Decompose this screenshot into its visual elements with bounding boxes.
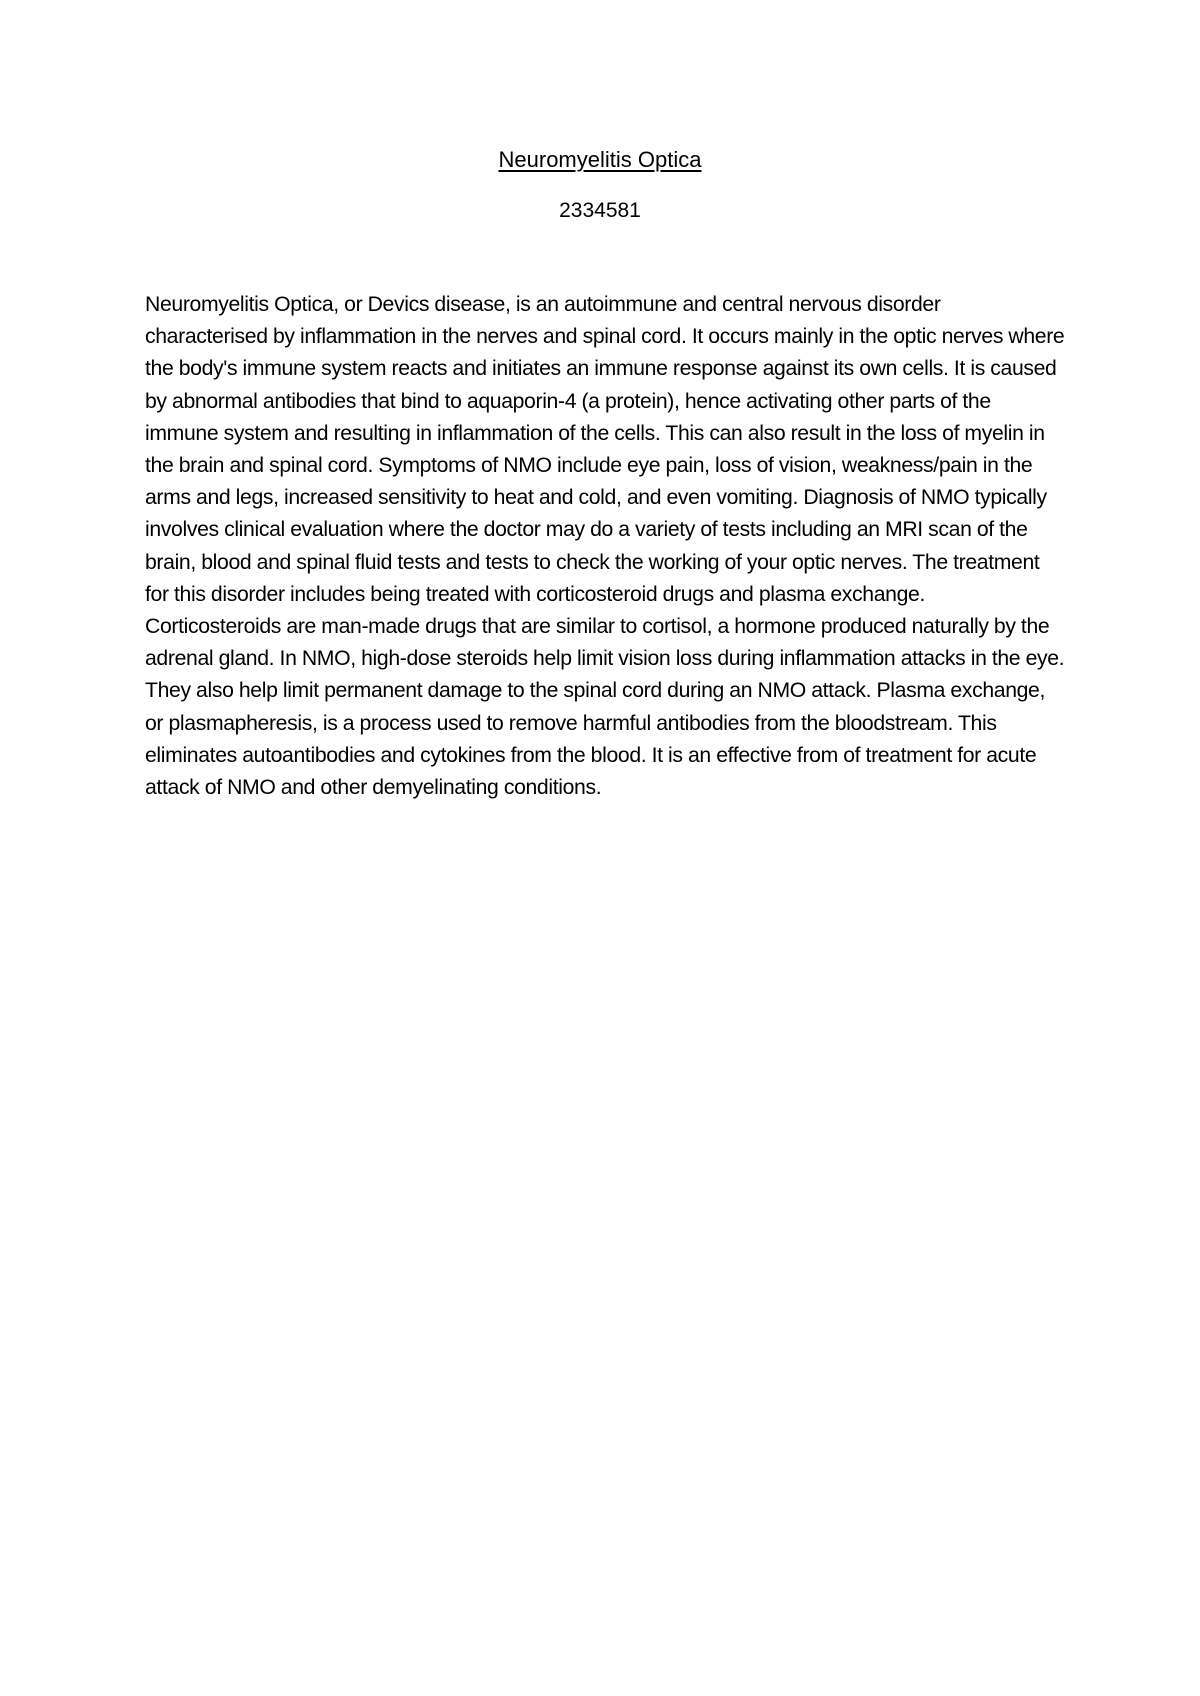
document-title: Neuromyelitis Optica: [498, 147, 702, 172]
body-paragraph: Neuromyelitis Optica, or Devics disease, is an autoimmune and central nervous disorder characterised by inflammation in the nerves and spinal cord. It occurs mainly in the optic nerves where the body's immune system reacts and initiates an immune response against its own cells. It is caused by abnormal antibodies that bind to aquaporin-4 (a protein), hence activating other parts of the immune system and resulting in inflammation of the cells. This can also result in the loss of myelin in the brain and spinal cord. Symptoms of NMO include eye pain, loss of vision, weakness/pain in the arms and legs, increased sensitivity to heat and cold, and even vomiting. Diagnosis of NMO typically involves clinical evaluation where the doctor may do a variety of tests including an MRI scan of the brain, blood and spinal fluid tests and tests to check the working of your optic nerves. The treatment for this disorder includes being treated with corticosteroid drugs and plasma exchange. Corticosteroids are man-made drugs that are similar to cortisol, a hormone produced naturally by the adrenal gland. In NMO, high-dose steroids help limit vision loss during inflammation attacks in the eye. They also help limit permanent damage to the spinal cord during an NMO attack. Plasma exchange, or plasmapheresis, is a process used to remove harmful antibodies from the bloodstream. This eliminates autoantibodies and cytokines from the blood. It is an effective from of treatment for acute attack of NMO and other demyelinating conditions.: [145, 293, 1065, 800]
document-id-number: 2334581: [559, 199, 641, 222]
